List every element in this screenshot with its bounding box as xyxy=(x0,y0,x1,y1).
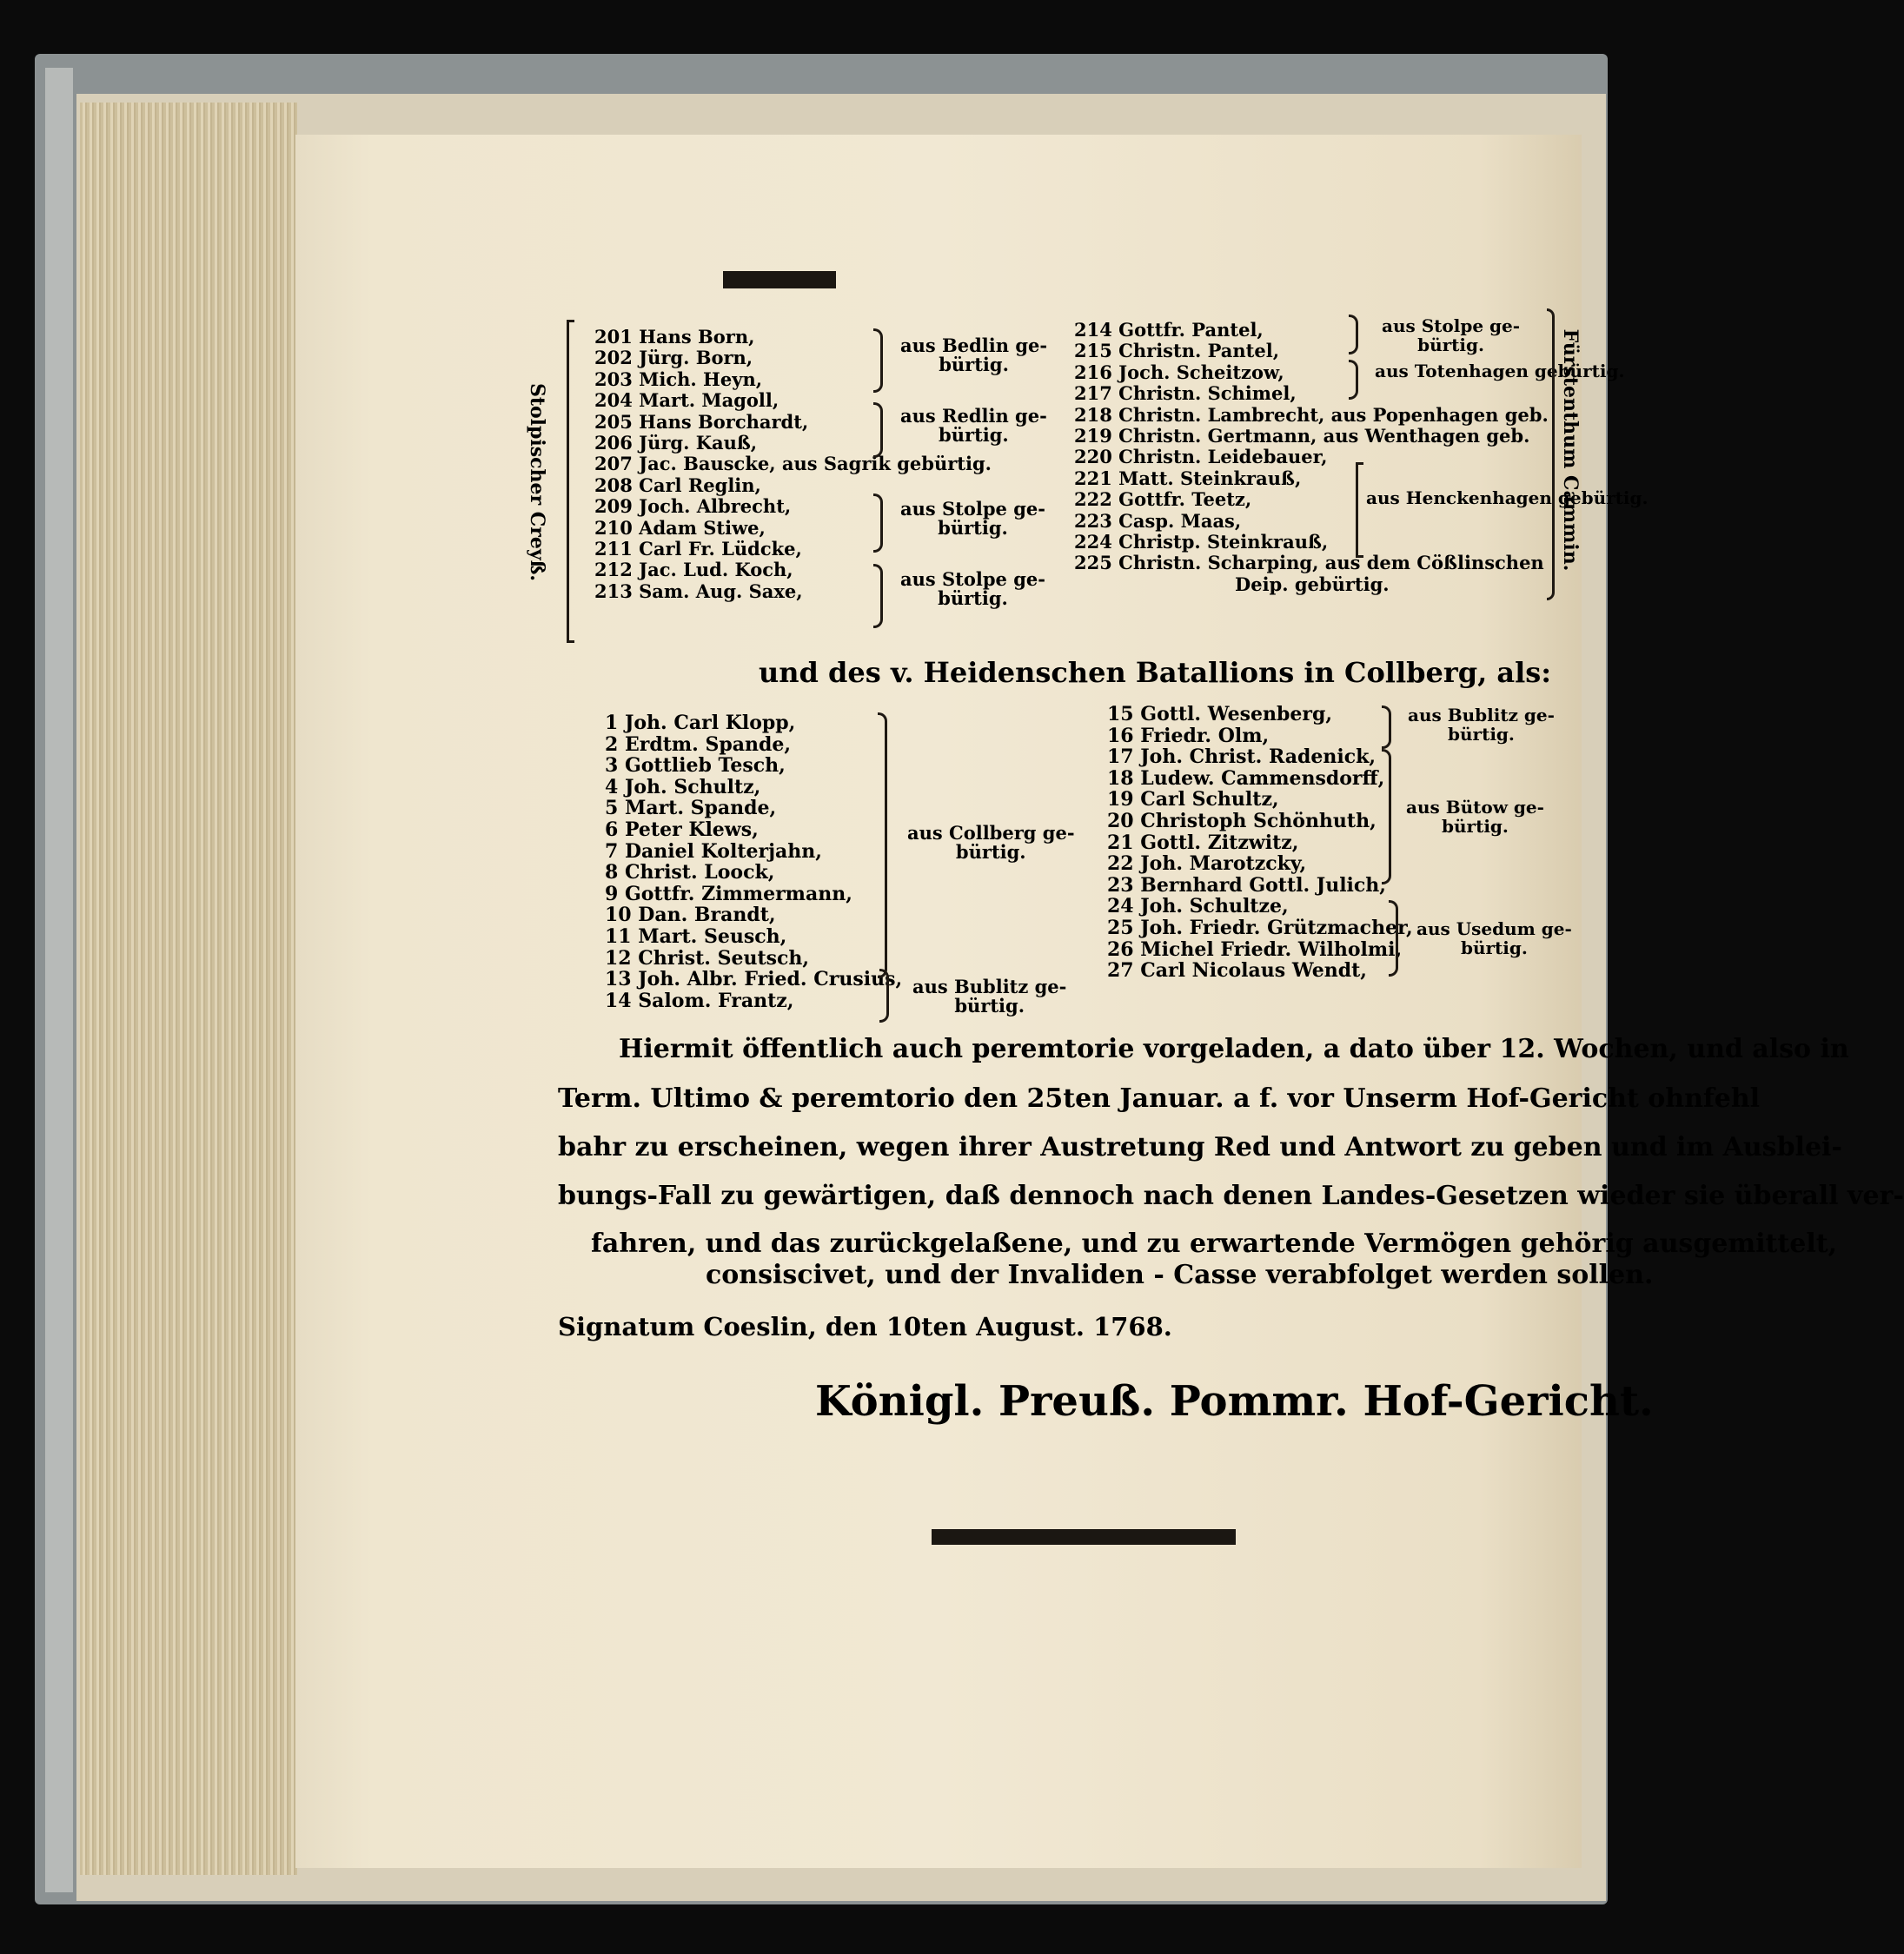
origin-group: aus Usedum ge- bürtig. xyxy=(1416,918,1572,958)
list-item: 206 Jürg. Kauß, xyxy=(594,432,758,454)
origin-group: aus Stolpe ge- bürtig. xyxy=(900,568,1045,609)
paragraph-line: Term. Ultimo & peremtorio den 25ten Januar. a f. vor Unserm Hof-Gericht ohnfehl xyxy=(558,1083,1761,1114)
list-item: 220 Christn. Leidebauer, xyxy=(1074,446,1328,468)
side-label-left: Stolpischer Creyß. xyxy=(526,382,548,582)
court-title: Königl. Preuß. Pommr. Hof-Gericht. xyxy=(815,1377,1654,1426)
origin-group: aus Bublitz ge- bürtig. xyxy=(1408,705,1555,745)
origin-group: aus Totenhagen gebürtig. xyxy=(1375,361,1625,381)
list-item: 15 Gottl. Wesenberg, xyxy=(1107,703,1333,725)
list-item: 211 Carl Fr. Lüdcke, xyxy=(594,538,802,560)
list-item: 27 Carl Nicolaus Wendt, xyxy=(1107,959,1367,983)
bracket xyxy=(1349,315,1358,354)
list-item: 2 Erdtm. Spande, xyxy=(605,732,792,756)
bracket xyxy=(1389,900,1398,977)
list-item: 208 Carl Reglin, xyxy=(594,474,761,496)
paragraph-line: consiscivet, und der Invaliden - Casse verabfolget werden sollen. xyxy=(706,1260,1654,1290)
list-item: 14 Salom. Frantz, xyxy=(605,989,794,1012)
list-item: 6 Peter Klews, xyxy=(605,818,759,841)
bracket xyxy=(1382,705,1391,749)
list-item: 7 Daniel Kolterjahn, xyxy=(605,839,822,863)
list-item: 201 Hans Born, xyxy=(594,326,755,348)
bracket xyxy=(1356,462,1363,558)
list-item: 8 Christ. Loock, xyxy=(605,861,775,884)
origin-group: aus Stolpe ge- bürtig. xyxy=(900,498,1045,539)
list2-left xyxy=(605,712,902,1011)
list-item: 216 Joch. Scheitzow, xyxy=(1074,361,1284,383)
origin-group: aus Redlin ge- bürtig. xyxy=(900,405,1047,446)
side-label-right: Fürstenthum Cammin. xyxy=(1559,328,1582,572)
signature-line: Signatum Coeslin, den 10ten August. 1768. xyxy=(558,1312,1172,1341)
paragraph-line: fahren, und das zurückgelaßene, und zu erwartende Vermögen gehörig ausgemittelt, xyxy=(591,1229,1838,1259)
bracket xyxy=(873,402,883,458)
list-item: 22 Joh. Marotzcky, xyxy=(1107,852,1307,876)
list-item: 207 Jac. Bauscke, aus Sagrik gebürtig. xyxy=(594,453,992,475)
list-item: 202 Jürg. Born, xyxy=(594,347,753,369)
list-item: 205 Hans Borchardt, xyxy=(594,410,809,433)
footer-rule xyxy=(932,1529,1236,1545)
list-item: 204 Mart. Magoll, xyxy=(594,389,780,412)
list-item: 10 Dan. Brandt, xyxy=(605,904,776,927)
bracket xyxy=(878,712,887,978)
paragraph-line: bahr zu erscheinen, wegen ihrer Austretung Red und Antwort zu geben und im Ausblei- xyxy=(558,1132,1842,1162)
bracket-side-left xyxy=(567,320,574,643)
list-item: 13 Joh. Albr. Fried. Crusius, xyxy=(605,968,903,991)
list-item: 221 Matt. Steinkrauß, xyxy=(1074,467,1302,489)
list-item: 26 Michel Friedr. Wilholmi, xyxy=(1107,937,1403,961)
list-item: 222 Gottfr. Teetz, xyxy=(1074,488,1252,511)
origin-group: aus Bublitz ge- bürtig. xyxy=(912,976,1067,1017)
list-item: 218 Christn. Lambrecht, aus Popenhagen geb. xyxy=(1074,403,1549,426)
paragraph-line: Hiermit öffentlich auch peremtorie vorgeladen, a dato über 12. Wochen, und also in xyxy=(619,1034,1849,1064)
head-ornament xyxy=(723,271,836,288)
list-item: 224 Christp. Steinkrauß, xyxy=(1074,531,1329,553)
bracket xyxy=(1382,749,1391,884)
list-item: 212 Jac. Lud. Koch, xyxy=(594,559,793,581)
section-heading: und des v. Heidenschen Batallions in Collberg, als: xyxy=(759,656,1552,689)
list-item: 25 Joh. Friedr. Grützmacher, xyxy=(1107,916,1413,939)
list-item: 11 Mart. Seusch, xyxy=(605,924,787,948)
list-item: 5 Mart. Spande, xyxy=(605,797,777,820)
list-item: 24 Joh. Schultze, xyxy=(1107,895,1289,918)
list-item: 21 Gottl. Zitzwitz, xyxy=(1107,831,1299,854)
list-item: 223 Casp. Maas, xyxy=(1074,509,1242,532)
list-item: 225 Christn. Scharping, aus dem Cößlinschen xyxy=(1074,552,1544,574)
list-item: 215 Christn. Pantel, xyxy=(1074,340,1280,362)
list-item: 4 Joh. Schultz, xyxy=(605,775,761,798)
list-item: 217 Christn. Schimel, xyxy=(1074,382,1297,405)
paragraph-line: bungs-Fall zu gewärtigen, daß dennoch nach denen Landes-Gesetzen wieder sie überall ver- xyxy=(558,1181,1904,1211)
list-item: 17 Joh. Christ. Radenick, xyxy=(1107,745,1377,769)
list-item: 1 Joh. Carl Klopp, xyxy=(605,712,796,734)
list-item: 210 Adam Stiwe, xyxy=(594,516,766,539)
list-item: Deip. gebürtig. xyxy=(1235,573,1390,595)
bracket xyxy=(1349,360,1358,400)
list2-right xyxy=(1107,704,1413,982)
list-item: 23 Bernhard Gottl. Julich, xyxy=(1107,873,1386,897)
bracket xyxy=(873,493,883,553)
bracket xyxy=(879,969,889,1023)
list-item: 16 Friedr. Olm, xyxy=(1107,724,1270,747)
list-item: 3 Gottlieb Tesch, xyxy=(605,754,786,778)
origin-group: aus Bütow ge- bürtig. xyxy=(1406,797,1544,837)
origin-group: aus Bedlin ge- bürtig. xyxy=(900,334,1048,375)
bracket-side-right xyxy=(1547,308,1555,600)
cover-edge xyxy=(45,68,73,1892)
list-item: 19 Carl Schultz, xyxy=(1107,788,1279,811)
bracket xyxy=(873,328,883,393)
list-item: 203 Mich. Heyn, xyxy=(594,368,763,390)
origin-group: aus Collberg ge- bürtig. xyxy=(907,822,1075,863)
list-item: 213 Sam. Aug. Saxe, xyxy=(594,580,803,602)
list-item: 9 Gottfr. Zimmermann, xyxy=(605,882,852,905)
list-item: 214 Gottfr. Pantel, xyxy=(1074,319,1264,341)
origin-group: aus Henckenhagen gebürtig. xyxy=(1366,487,1649,508)
list-item: 20 Christoph Schönhuth, xyxy=(1107,809,1377,832)
list-item: 209 Joch. Albrecht, xyxy=(594,495,792,518)
list-item: 219 Christn. Gertmann, aus Wenthagen geb. xyxy=(1074,425,1530,447)
list-item: 18 Ludew. Cammensdorff, xyxy=(1107,766,1385,790)
page-fore-edge xyxy=(80,103,297,1875)
origin-group: aus Stolpe ge- bürtig. xyxy=(1382,315,1521,355)
list-item: 12 Christ. Seutsch, xyxy=(605,946,810,970)
bracket xyxy=(873,564,883,628)
